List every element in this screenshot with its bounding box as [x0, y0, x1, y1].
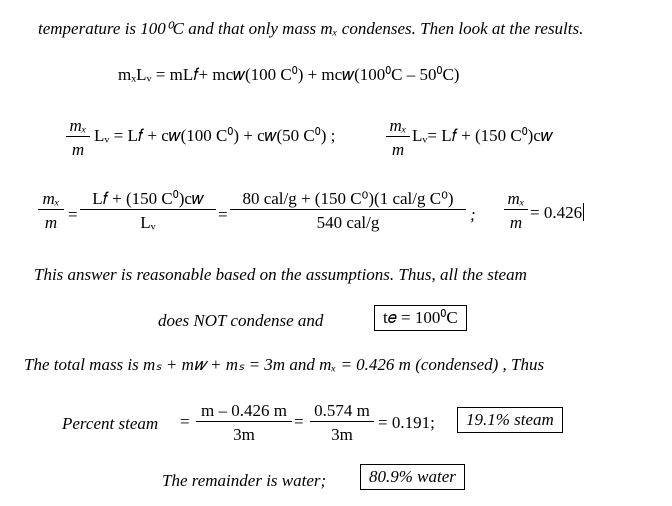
equals-sign-3: =: [180, 412, 190, 431]
steam-fraction-2: [310, 402, 374, 443]
steam-fraction-2-numerator: 0.574 m: [314, 401, 370, 420]
steam-fraction-1: [196, 402, 292, 443]
result-ratio-numerator: mₓ: [507, 189, 525, 208]
text-cursor: [583, 203, 584, 221]
total-mass-text: The total mass is mₛ + m𝑤 + mₛ = 3m and mₓ = 0.426 m (condensed) , Thus: [24, 355, 545, 374]
final-temperature-box: t𝑒 = 100⁰C: [374, 305, 467, 331]
mass-ratio-denominator: m: [44, 213, 58, 232]
ratio-denominator: m: [71, 140, 85, 159]
result-ratio-denominator: m: [509, 213, 523, 232]
percent-water-box: 80.9% water: [360, 464, 465, 490]
ratio-fraction-2: [386, 117, 410, 158]
numeric-numerator: 80 cal/g + (150 C⁰)(1 cal/g C⁰): [242, 189, 454, 208]
ratio-numerator-2: mₓ: [389, 116, 407, 135]
percent-steam-label: Percent steam: [62, 414, 159, 433]
energy-equation: mₓLᵥ = mL𝑓+ mc𝑤(100 C⁰) + mc𝑤(100⁰C – 50⁰C): [118, 65, 460, 84]
formula-numerator: L𝑓 + (150 C⁰)c𝑤: [92, 189, 204, 208]
steam-fraction-1-numerator: m – 0.426 m: [201, 401, 287, 420]
intro-text: temperature is 100⁰C and that only mass mₓ condenses. Then look at the results.: [38, 19, 584, 38]
semicolon: ;: [470, 205, 476, 224]
result-ratio-fraction: [504, 190, 528, 231]
equals-sign-2: =: [218, 205, 228, 224]
ratio-fraction: [66, 117, 90, 158]
equals-sign-4: =: [294, 412, 304, 431]
equals-sign: =: [68, 205, 78, 224]
ratio-denominator-2: m: [391, 140, 405, 159]
latent-heat-expression: Lᵥ = L𝑓 + c𝑤(100 C⁰) + c𝑤(50 C⁰) ;: [94, 126, 336, 145]
ratio-numerator: mₓ: [69, 116, 87, 135]
remainder-label: The remainder is water;: [162, 471, 327, 490]
steam-fraction-1-denominator: 3m: [233, 425, 255, 444]
mass-ratio-fraction: [38, 190, 64, 231]
percent-steam-box: 19.1% steam: [457, 407, 563, 433]
mass-ratio-numerator: mₓ: [42, 189, 60, 208]
formula-fraction: [80, 190, 216, 231]
formula-denominator: Lᵥ: [140, 213, 156, 232]
steam-fraction-result: = 0.191;: [378, 413, 435, 432]
ratio-result: = 0.426: [530, 203, 583, 222]
simplified-expression: Lᵥ= L𝑓 + (150 C⁰)c𝑤: [412, 126, 553, 145]
numeric-fraction: [230, 190, 466, 231]
steam-fraction-2-denominator: 3m: [331, 425, 353, 444]
reasoning-text: This answer is reasonable based on the assumptions. Thus, all the steam: [34, 265, 527, 284]
numeric-denominator: 540 cal/g: [316, 213, 380, 232]
condense-text: does NOT condense and: [158, 311, 324, 330]
